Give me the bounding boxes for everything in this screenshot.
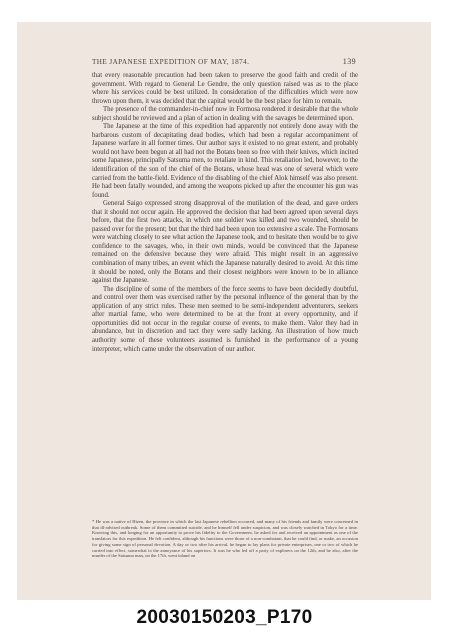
body-text [92,72,358,354]
paragraph: The presence of the commander-in-chief now in Formosa rendered it desirable that the whole subject should be reviewed and a plan of action in dealing with the savages be determined upon. [92,106,358,122]
image-id-caption: 20030150203_P170 [136,607,313,628]
paragraph: The Japanese at the time of this expedition had apparently not entirely done away with the barbarous custom of decapitating dead bodies, which had been a regular accompaniment of Japanese warfare in all former times. Our author says it existed to no great extent, and probably would not have been begun at all had not the Botans been so free with their knives, which incited some Japanese, principally Satsuma men, to retaliate in kind. This retaliation led, however, to the identification of the son of the chief of the Botans, whose head was one of several which were carried from the battle-field. Evidence of the disabling of the chief Alok himself was also present. He had been fatally wounded, and among the weapons picked up after the encounter his gun was found. [92,123,358,199]
paragraph: General Saigo expressed strong disapproval of the mutilation of the dead, and gave orders that it should not occur again. He approved the decision that had been agreed upon several days before, that the first two attacks, in which one soldier was killed and two wounded, should be passed over for the present; but that the third had been upon too extensive a scale. The Formosans were watching closely to see what action the Japanese took, and to hesitate then would be to give confidence to the savages, who, in their own minds, would be convinced that the Japanese remained on the defensive because they were afraid. This might result in an aggressive combination of many tribes, an event which the Japanese naturally desired to avoid. At this time it should be noted, only the Botans and their closest neighbors were known to be in alliance against the Japanese. [92,200,359,285]
page-number: 139 [342,57,356,66]
paragraph: The discipline of some of the members of the force seems to have been decidedly doubtful, and control over them was exercised rather by the personal influence of the general than by the application of any strict rules. These men seemed to be semi-independent adventurers, seekers after martial fame, who were determined to be at the front at every opportunity, and if opportunities did not occur in the regular course of events, to make them. Valor they had in abundance, but in discretion and tact they were sadly lacking. An illustration of how much authority some of these volunteers assumed is furnished in the performance of a young interpreter, which came under the observation of our author. [92,285,358,353]
paragraph: that every reasonable precaution had been taken to preserve the good faith and credit of the government. With regard to General Le Gendre, the only question raised was as to the place where his services could be best utilized. In consideration of the difficulties which were now thrown upon them, it was decided that the capital would be the best place for him to remain. [92,72,358,105]
running-head-title: THE JAPANESE EXPEDITION OF MAY, 1874. [92,58,250,66]
running-header [92,58,356,66]
footnote: * He was a native of Hizen, the province in which the last Japanese rebellion occurred, and many of his friends and family were concerned in that ill-advised outbreak. Some of them committed suicide, and he himself fell under suspicion, and was closely watched in Tokyo for a time. Knowing this, and longing for an opportunity to prove his fidelity to the Government, he asked for and received an appointment as one of the translators for this expedition. He felt confident, although his functions were those of a non-combatant, that he could find, or make, an occasion for giving some sign of personal devotion. A day or two after his arrival, he began to lay plans for private enterprises, one or two of which he carried into effect, somewhat to the annoyance of his superiors. It was he who led off a party of explorers on the 12th, and he also, after the murder of the Satsuma man, on the 17th, went inland on [92,519,358,559]
